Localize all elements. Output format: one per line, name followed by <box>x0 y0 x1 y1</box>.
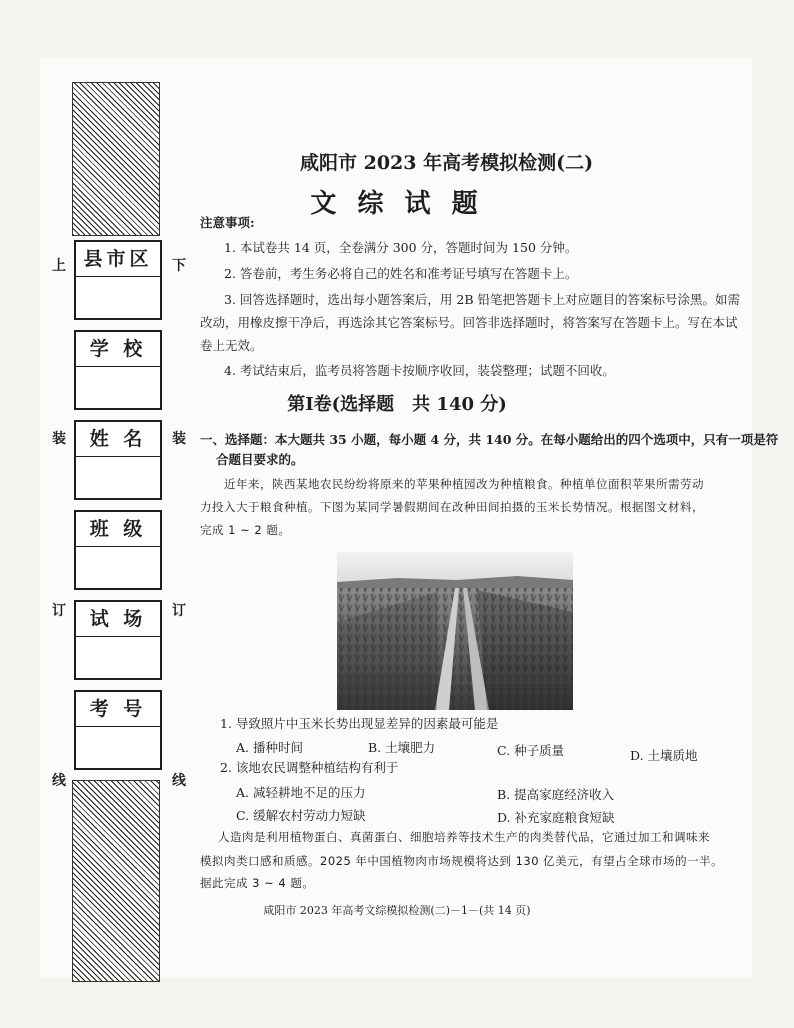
note-item: 4. 考试结束后，监考员将答题卡按顺序收回，装袋整理；试题不回收。 <box>224 363 615 378</box>
binding-mark-left: 订 <box>52 603 66 619</box>
field-exam-number[interactable] <box>74 690 162 770</box>
option-b[interactable]: B. 土壤肥力 <box>368 740 436 755</box>
note-item: 1. 本试卷共 14 页，全卷满分 300 分，答题时间为 150 分钟。 <box>224 240 578 255</box>
field-label: 试 场 <box>76 602 160 637</box>
section-instruction: 合题目要求的。 <box>216 452 304 467</box>
field-class[interactable] <box>74 510 162 590</box>
passage-line: 人造肉是利用植物蛋白、真菌蛋白、细胞培养等技术生产的肉类替代品，它通过加工和调味来 <box>218 830 710 844</box>
field-name[interactable] <box>74 420 162 500</box>
binding-mark-left: 上 <box>52 258 66 274</box>
option-c[interactable]: C. 种子质量 <box>497 743 565 758</box>
field-label: 县市区 <box>76 242 160 277</box>
binding-hatch-bottom <box>72 780 160 982</box>
binding-mark-right: 订 <box>172 603 186 619</box>
binding-mark-left: 线 <box>52 773 66 789</box>
section-title: 第Ⅰ卷(选择题 共 140 分) <box>287 394 507 415</box>
corn-field-photo <box>337 552 573 710</box>
option-d[interactable]: D. 土壤质地 <box>630 748 698 763</box>
binding-mark-right: 装 <box>172 431 186 447</box>
binding-mark-right: 线 <box>172 773 186 789</box>
note-item: 卷上无效。 <box>200 338 263 353</box>
option-a[interactable]: A. 播种时间 <box>236 740 303 755</box>
passage-line: 模拟肉类口感和质感。2025 年中国植物肉市场规模将达到 130 亿美元，有望占全球市场的一半。 <box>200 854 724 868</box>
option-a[interactable]: A. 减轻耕地不足的压力 <box>236 785 366 800</box>
section-instruction: 一、选择题：本大题共 35 小题，每小题 4 分，共 140 分。在每小题给出的四个选项中，只有一项是符 <box>200 432 779 447</box>
note-item: 改动，用橡皮擦干净后，再选涂其它答案标号。回答非选择题时，将答案写在答题卡上。写在本试 <box>200 315 738 330</box>
field-label: 学 校 <box>76 332 160 367</box>
option-d[interactable]: D. 补充家庭粮食短缺 <box>497 810 615 825</box>
exam-title: 咸阳市 2023 年高考模拟检测(二) <box>300 152 594 174</box>
notes-heading: 注意事项: <box>200 215 255 230</box>
field-county[interactable] <box>74 240 162 320</box>
passage-line: 近年来，陕西某地农民纷纷将原来的苹果种植园改为种植粮食。种植单位面积苹果所需劳动 <box>224 477 704 491</box>
option-c[interactable]: C. 缓解农村劳动力短缺 <box>236 808 366 823</box>
field-exam-room[interactable] <box>74 600 162 680</box>
binding-mark-left: 装 <box>52 431 66 447</box>
field-label: 班 级 <box>76 512 160 547</box>
field-label: 姓 名 <box>76 422 160 457</box>
binding-mark-right: 下 <box>172 258 186 274</box>
passage-line: 完成 1 ~ 2 题。 <box>200 523 291 537</box>
passage-line: 据此完成 3 ~ 4 题。 <box>200 876 315 890</box>
option-b[interactable]: B. 提高家庭经济收入 <box>497 787 615 802</box>
passage-line: 力投入大于粮食种植。下图为某同学暑假期间在改种田间拍摄的玉米长势情况。根据图文材料， <box>200 500 704 514</box>
field-label: 考 号 <box>76 692 160 727</box>
question-stem: 2. 该地农民调整种植结构有利于 <box>220 760 399 775</box>
question-stem: 1. 导致照片中玉米长势出现显差异的因素最可能是 <box>220 716 499 731</box>
page-footer: 咸阳市 2023 年高考文综模拟检测(二)－1－(共 14 页) <box>263 904 531 917</box>
note-item: 2. 答卷前，考生务必将自己的姓名和准考证号填写在答题卡上。 <box>224 266 578 281</box>
note-item: 3. 回答选择题时，选出每小题答案后，用 2B 铅笔把答题卡上对应题目的答案标号涂黑。如需 <box>224 292 740 307</box>
exam-subject: 文 综 试 题 <box>310 189 484 219</box>
